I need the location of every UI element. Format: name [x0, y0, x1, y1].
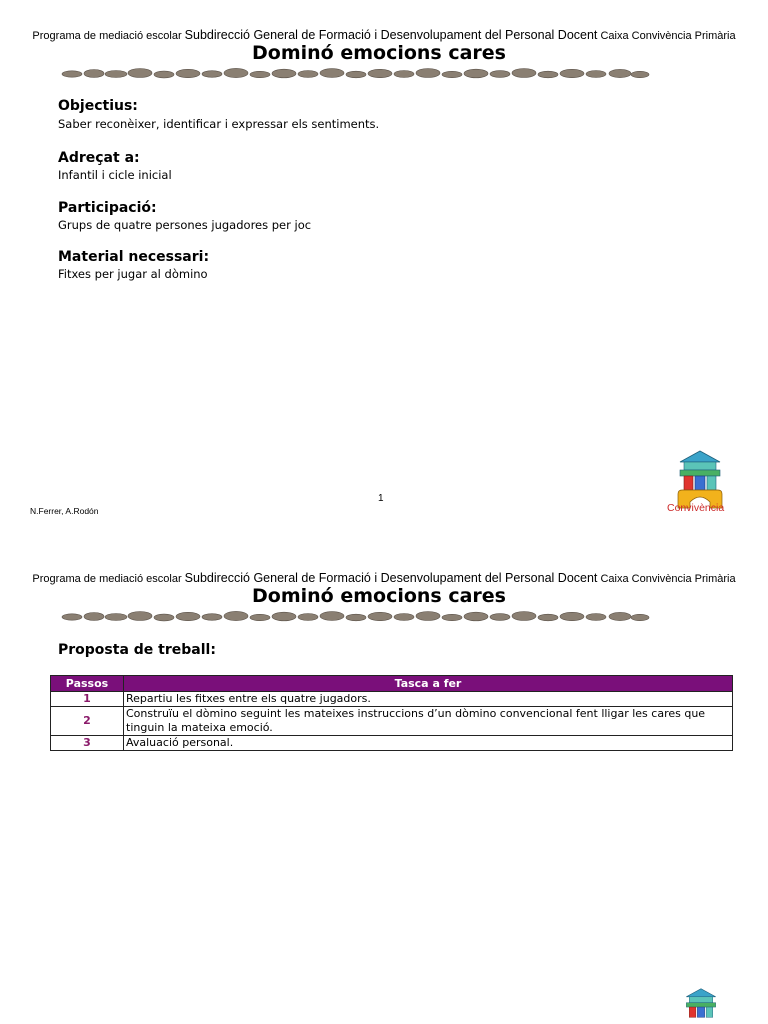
page-title: Dominó emocions cares	[252, 42, 506, 64]
objectives-heading: Objectius:	[58, 98, 138, 114]
convivencia-logo-2	[676, 988, 736, 1024]
page-header	[0, 28, 768, 42]
house-blocks-icon-2	[676, 988, 726, 1024]
header-subdirection-2: Subdirecció General de Formació i Desenvolupament del Personal Docent	[184, 571, 598, 585]
objectives-text: Saber reconèixer, identificar i expressar els sentiments.	[58, 117, 380, 131]
step-number: 2	[51, 707, 124, 736]
header-program-2: Programa de mediació escolar	[32, 573, 182, 585]
step-task: Construïu el dòmino seguint les mateixes instruccions d’un dòmino convencional fent lligar les cares que tinguin la mateixa emoció.	[124, 707, 733, 736]
material-text: Fitxes per jugar al dòmino	[58, 267, 208, 281]
page-title-2: Dominó emocions cares	[252, 585, 506, 607]
page-header-2	[0, 571, 768, 585]
table-row	[51, 692, 733, 707]
pebble-divider-2	[60, 610, 650, 624]
column-header-steps: Passos	[51, 676, 124, 692]
steps-table	[50, 675, 733, 751]
convivencia-logo	[666, 444, 736, 518]
step-number: 1	[51, 692, 124, 707]
table-row	[51, 707, 733, 736]
pebble-divider	[60, 67, 650, 81]
step-number: 3	[51, 736, 124, 751]
step-task: Avaluació personal.	[124, 736, 733, 751]
participation-text: Grups de quatre persones jugadores per joc	[58, 218, 312, 232]
header-box-2: Caixa Convivència Primària	[600, 573, 736, 585]
footer-author: N.Ferrer, A.Rodón	[30, 506, 99, 516]
proposal-heading: Proposta de treball:	[58, 642, 216, 658]
header-subdirection: Subdirecció General de Formació i Desenvolupament del Personal Docent	[184, 28, 598, 42]
table-header-row	[51, 676, 733, 692]
page-number: 1	[378, 493, 384, 504]
audience-text: Infantil i cicle inicial	[58, 168, 172, 182]
material-heading: Material necessari:	[58, 249, 210, 265]
table-row	[51, 736, 733, 751]
logo-label: Convivència	[667, 502, 725, 514]
header-program: Programa de mediació escolar	[32, 30, 182, 42]
participation-heading: Participació:	[58, 200, 157, 216]
header-box: Caixa Convivència Primària	[600, 30, 736, 42]
column-header-task: Tasca a fer	[124, 676, 733, 692]
step-task: Repartiu les fitxes entre els quatre jugadors.	[124, 692, 733, 707]
audience-heading: Adreçat a:	[58, 150, 140, 166]
